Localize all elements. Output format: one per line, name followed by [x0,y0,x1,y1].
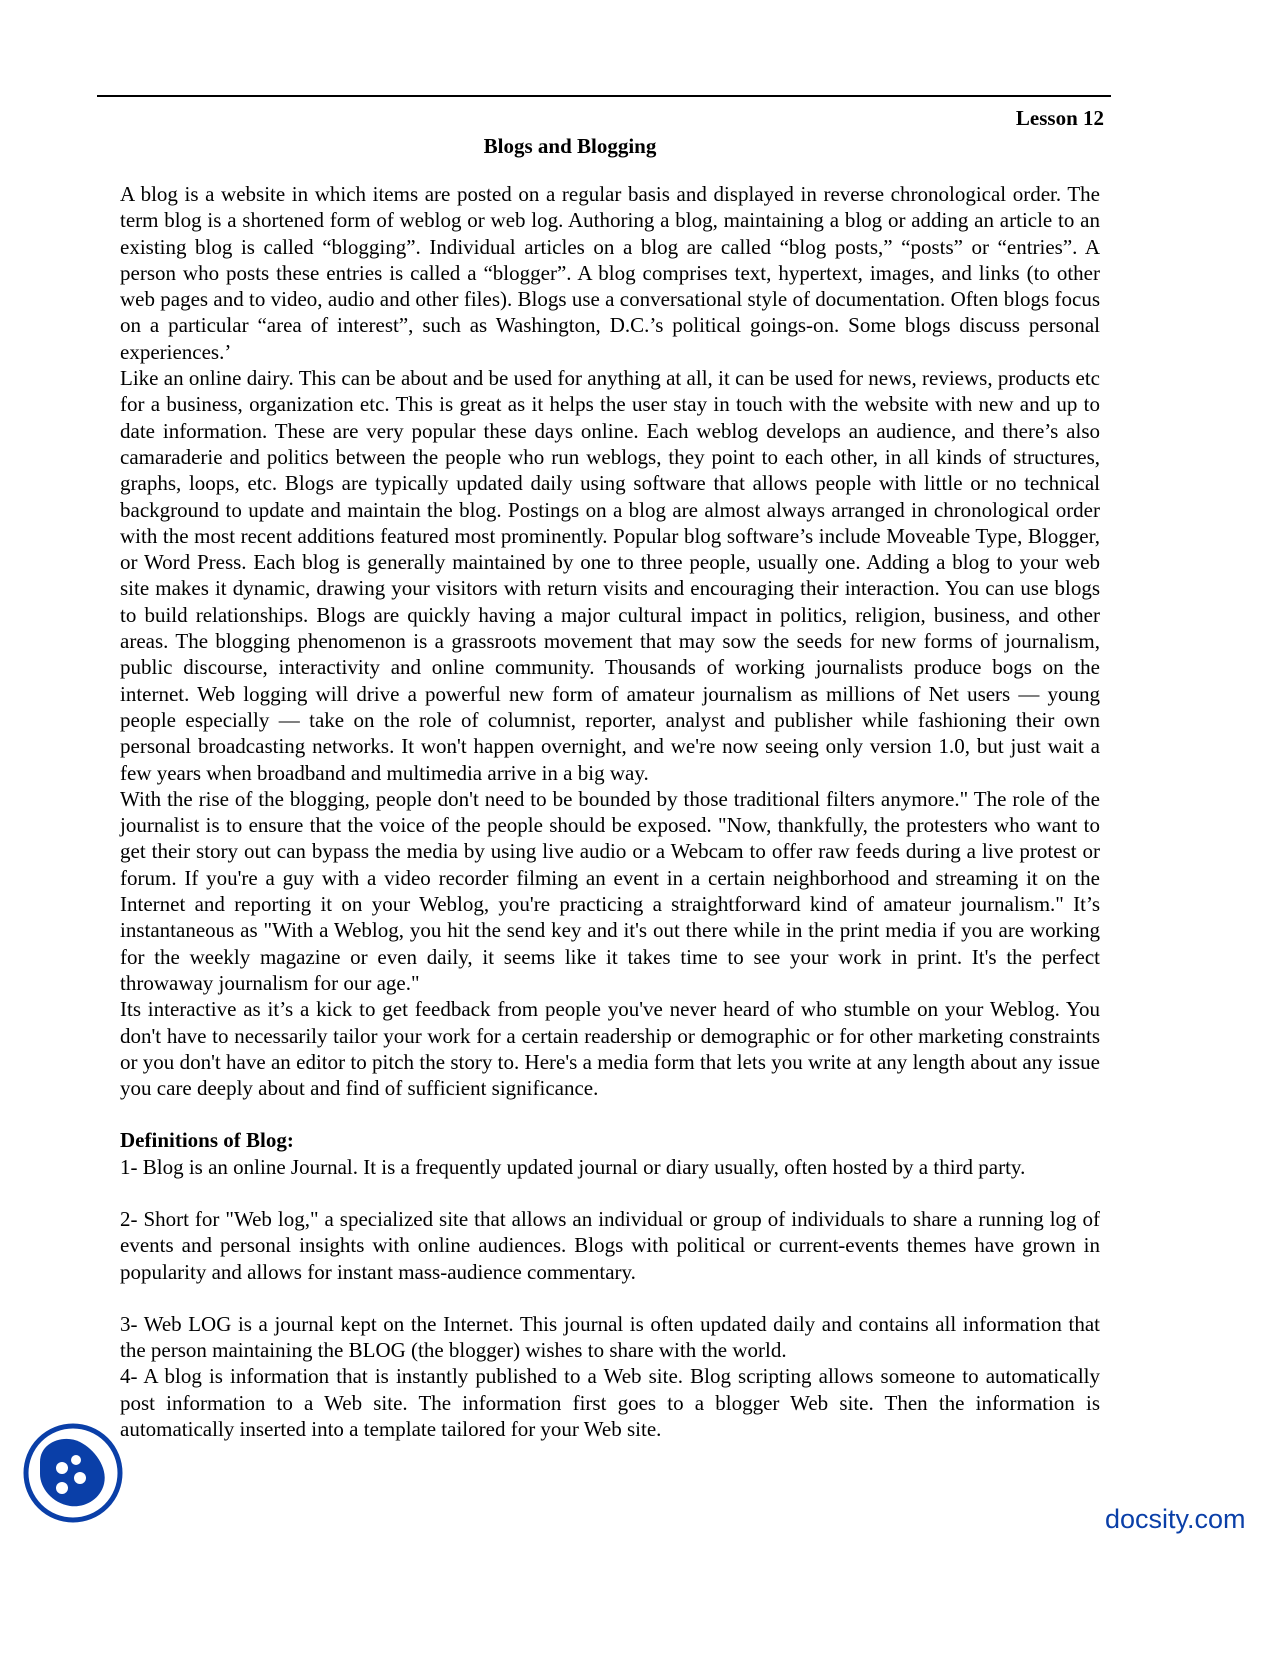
paragraph-online-diary: Like an online dairy. This can be about and be used for anything at all, it can be used for news, reviews, products etc for a business, organization etc. This is great as it helps the user stay in touch with the website with new and up to date information. These are very popular these days online. Each weblog develops an audience, and there’s also camaraderie and politics between the people who run weblogs, they point to each other, in all kinds of structures, graphs, loops, etc. Blogs are typically updated daily using software that allows people with little or no technical background to update and maintain the blog. Postings on a blog are almost always arranged in chronological order with the most recent additions featured most prominently. Popular blog software’s include Moveable Type, Blogger, or Word Press. Each blog is generally maintained by one to three people, usually one. Adding a blog to your web site makes it dynamic, drawing your visitors with return visits and encouraging their interaction. You can use blogs to build relationships. Blogs are quickly having a major cultural impact in politics, religion, business, and other areas. The blogging phenomenon is a grassroots movement that may sow the seeds for new forms of journalism, public discourse, interactivity and online community. Thousands of working journalists produce bogs on the internet. Web logging will drive a powerful new form of amateur journalism as millions of Net users — young people especially — take on the role of columnist, reporter, analyst and publisher while fashioning their own personal broadcasting networks. It won't happen overnight, and we're now seeing only version 1.0, but just wait a few years when broadband and multimedia arrive in a big way. [120,366,1100,785]
paragraph-intro: A blog is a website in which items are posted on a regular basis and displayed in reverse chronological order. The term blog is a shortened form of weblog or web log. Authoring a blog, maintaining a blog or adding an article to an existing blog is called “blogging”. Individual articles on a blog are called “blog posts,” “posts” or “entries”. A person who posts these entries is called a “blogger”. A blog comprises text, hypertext, images, and links (to other web pages and to video, audio and other files). Blogs use a conversational style of documentation. Often blogs focus on a particular “area of interest”, such as Washington, D.C.’s political goings-on. Some blogs discuss personal experiences.’ [120,182,1100,364]
definitions-heading: Definitions of Blog: [120,1128,294,1153]
definition-item-3: 3- Web LOG is a journal kept on the Internet. This journal is often updated daily and contains all information that the person maintaining the BLOG (the blogger) wishes to share with the world. [120,1311,1100,1363]
document-body [120,181,1100,1442]
paragraph-journalism: With the rise of the blogging, people don't need to be bounded by those traditional filters anymore." The role of the journalist is to ensure that the voice of the people should be exposed. "Now, thankfully, the protesters who want to get their story out can bypass the media by using live audio or a Webcam to offer raw feeds during a live protest or forum. If you're a guy with a video recorder filming an event in a certain neighborhood and streaming it on the Internet and reporting it on your Weblog, you're practicing a straightforward kind of amateur journalism." It’s instantaneous as "With a Weblog, you hit the send key and it's out there while in the print media if you are working for the weekly magazine or even daily, it seems like it takes time to see your work in print. It's the perfect throwaway journalism for our age." [120,786,1100,995]
docsity-logo-icon[interactable] [22,1422,124,1524]
definition-item-2: 2- Short for "Web log," a specialized site that allows an individual or group of individuals to share a running log of events and personal insights with online audiences. Blogs with political or current-events themes have grown in popularity and allows for instant mass-audience commentary. [120,1206,1100,1284]
definition-item-4: 4- A blog is information that is instantly published to a Web site. Blog scripting allows someone to automatically post information to a Web site. The information first goes to a blogger Web site. Then the information is automatically inserted into a template tailored for your Web site. [120,1364,1100,1442]
page-title: Blogs and Blogging [483,134,657,158]
paragraph-interactive: Its interactive as it’s a kick to get feedback from people you've never heard of who stumble on your Weblog. You don't have to necessarily tailor your work for a certain readership or demographic or for other marketing constraints or you don't have an editor to pitch the story to. Here's a media form that lets you write at any length about any issue you care deeply about and find of sufficient significance. [120,997,1100,1101]
top-rule [97,95,1111,97]
docsity-brand-link[interactable]: docsity.com [1105,1504,1246,1534]
definition-item-1: 1- Blog is an online Journal. It is a frequently updated journal or diary usually, often hosted by a third party. [120,1154,1026,1179]
lesson-number: Lesson 12 [1015,106,1104,130]
